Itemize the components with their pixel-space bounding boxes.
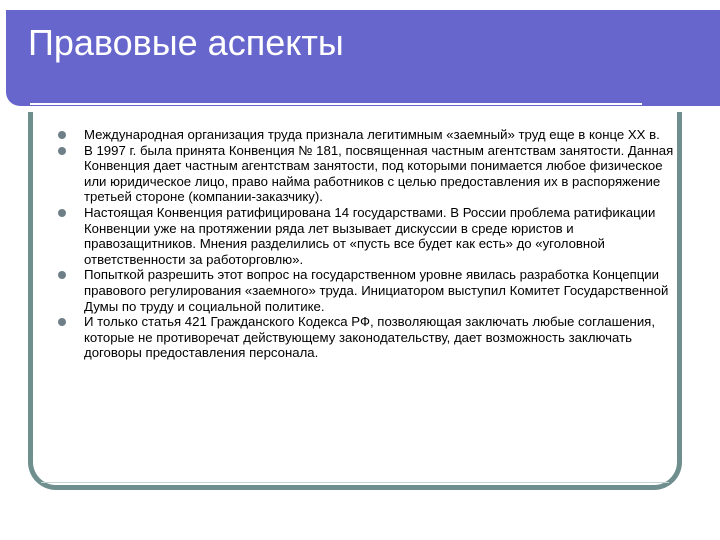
bullet-dot-icon [58, 209, 66, 217]
bullet-text: И только статья 421 Гражданского Кодекса РФ, позволяющая заключать любые соглашения, которые не противоречат действующему законодательству, дает возможность заключать договоры предоставления персонала. [84, 314, 655, 361]
title-bar-edge [684, 10, 720, 106]
title-underline [30, 103, 642, 105]
bullet-item [52, 143, 677, 205]
bullet-text: Международная организация труда признала легитимным «заемный» труд еще в конце XX в. [84, 127, 660, 142]
bullet-text: Попыткой разрешить этот вопрос на государственном уровне явилась разработка Концепции правового регулирования «заемного» труда. Инициатором выступил Комитет Государственной Думы по труду и социальной политике. [84, 267, 669, 314]
slide-title: Правовые аспекты [28, 22, 344, 63]
bullet-text: Настоящая Конвенция ратифицирована 14 государствами. В России проблема ратификации Конвенции уже на протяжении ряда лет вызывает дискуссии в среде юристов и правозащитников. Мнения разделились от «пусть все будет как есть» до «уголовной ответственности за работорговлю». [84, 204, 656, 267]
bullet-item [52, 127, 677, 143]
frame-inner-line [41, 482, 669, 483]
bullet-item [52, 267, 677, 314]
bullet-dot-icon [58, 131, 66, 139]
title-bar [6, 10, 720, 106]
bullet-dot-icon [58, 271, 66, 279]
bullet-dot-icon [58, 147, 66, 155]
bullet-item [52, 205, 677, 267]
bullet-dot-icon [58, 318, 66, 326]
bullet-list [52, 127, 677, 361]
bullet-item [52, 314, 677, 361]
bullet-text: В 1997 г. была принята Конвенция № 181, посвященная частным агентствам занятости. Данная Конвенция дает частным агентствам занятости, под которыми понимается любое физическое или юридическое лицо, право найма работников с целью предоставления их в распоряжение третьей стороне (компании-заказчику). [84, 142, 674, 205]
